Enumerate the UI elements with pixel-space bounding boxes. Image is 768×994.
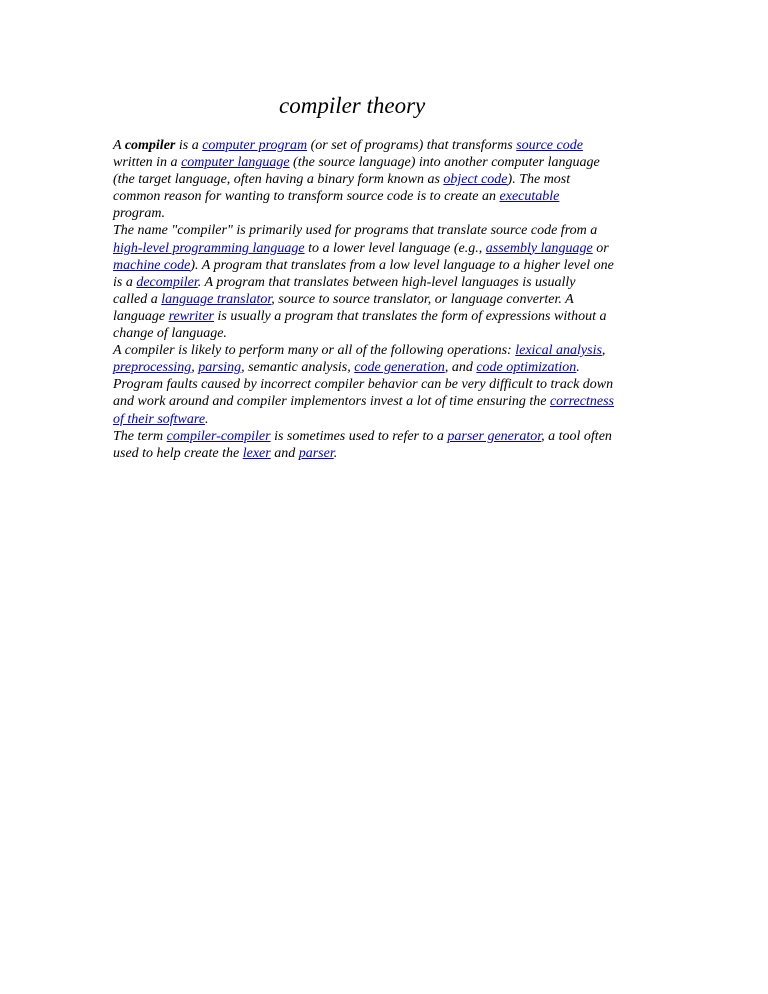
text-run: to a lower level language (e.g.,: [304, 240, 486, 256]
bold-term-compiler: compiler: [124, 138, 176, 153]
text-run: (the target language, often having a binary form known as: [113, 172, 444, 188]
link-source-code[interactable]: source code: [516, 138, 583, 153]
paragraph-4-line-2: [113, 445, 663, 462]
text-run: is usually a program that translates the form of expressions without a: [213, 308, 607, 324]
text-run: and: [270, 445, 299, 461]
paragraph-3-line-5: [113, 411, 663, 428]
link-rewriter[interactable]: rewriter: [168, 308, 214, 324]
text-run: change of language.: [113, 326, 227, 342]
document-body: [113, 137, 663, 462]
link-compiler-compiler[interactable]: compiler-compiler: [166, 428, 271, 444]
paragraph-2-line-6: [113, 308, 663, 325]
text-run: program.: [113, 206, 165, 222]
paragraph-2-line-1: [113, 222, 663, 239]
text-run: .: [205, 411, 209, 427]
text-run: called a: [113, 291, 162, 307]
text-run: A compiler is likely to perform many or all of the following operations:: [113, 343, 516, 359]
link-assembly-language[interactable]: assembly language: [485, 240, 593, 256]
link-high-level-programming-language[interactable]: high-level programming language: [113, 240, 305, 256]
paragraph-2-line-4: [113, 274, 663, 291]
paragraph-3-line-4: [113, 393, 663, 410]
paragraph-1-line-5: [113, 205, 663, 222]
text-run: (or set of programs) that transforms: [307, 138, 517, 153]
paragraph-1-line-2: [113, 154, 663, 171]
paragraph-1-line-3: [113, 171, 663, 188]
text-run: written in a: [113, 155, 182, 171]
text-run: A: [113, 138, 125, 153]
text-run: is a: [175, 138, 203, 153]
paragraph-4-line-1: [113, 428, 663, 445]
link-computer-language[interactable]: computer language: [181, 155, 290, 171]
paragraph-1-line-1: [113, 137, 663, 154]
text-run: ). The most: [507, 172, 571, 188]
text-run: used to help create the: [113, 445, 243, 461]
paragraph-2-line-7: [113, 325, 663, 342]
link-parser-generator[interactable]: parser generator: [447, 428, 542, 444]
text-run: ,: [601, 343, 606, 359]
text-run: , source to source translator, or language converter. A: [271, 291, 574, 307]
text-run: common reason for wanting to transform source code is to create an: [113, 189, 500, 205]
text-run: Program faults caused by incorrect compiler behavior can be very difficult to track down: [113, 377, 614, 393]
text-run: The term: [113, 428, 167, 444]
paragraph-2-line-3: [113, 257, 663, 274]
paragraph-3-line-2: [113, 359, 663, 376]
link-code-optimization[interactable]: code optimization: [476, 360, 577, 376]
paragraph-3-line-1: [113, 342, 663, 359]
page-title: compiler theory: [279, 93, 426, 118]
text-run: . A program that translates between high-level languages is usually: [197, 274, 576, 290]
link-computer-program[interactable]: computer program: [202, 138, 308, 153]
link-correctness[interactable]: correctness: [549, 394, 614, 410]
link-lexer[interactable]: lexer: [242, 445, 271, 461]
text-run: ). A program that translates from a low level language to a higher level one: [190, 257, 614, 273]
link-preprocessing[interactable]: preprocessing: [113, 360, 192, 376]
text-run: is sometimes used to refer to a: [270, 428, 448, 444]
link-parser[interactable]: parser: [298, 445, 334, 461]
text-run: (the source language) into another computer language: [289, 155, 600, 171]
text-run: .: [576, 360, 580, 376]
link-decompiler[interactable]: decompiler: [136, 274, 198, 290]
link-machine-code[interactable]: machine code: [113, 257, 191, 273]
link-code-generation[interactable]: code generation: [354, 360, 445, 376]
text-run: .: [333, 445, 338, 461]
text-run: language: [113, 308, 169, 324]
link-object-code[interactable]: object code: [443, 172, 508, 188]
text-run: is a: [113, 274, 137, 290]
link-language-translator[interactable]: language translator: [161, 291, 272, 307]
link-of-their-software[interactable]: of their software: [113, 411, 206, 427]
paragraph-3-line-3: [113, 376, 663, 393]
paragraph-2-line-5: [113, 291, 663, 308]
text-run: , a tool often: [541, 428, 612, 444]
text-run: and work around and compiler implementors invest a lot of time ensuring the: [113, 394, 550, 410]
text-run: , semantic analysis,: [241, 360, 355, 376]
text-run: ,: [191, 360, 199, 376]
link-lexical-analysis[interactable]: lexical analysis: [515, 343, 602, 359]
paragraph-2-line-2: [113, 240, 663, 257]
text-run: , and: [444, 360, 477, 376]
link-parsing[interactable]: parsing: [198, 360, 242, 376]
paragraph-1-line-4: [113, 188, 663, 205]
link-executable[interactable]: executable: [499, 189, 560, 205]
text-run: The name "compiler" is primarily used for programs that translate source code from a: [113, 223, 598, 239]
text-run: or: [592, 240, 609, 256]
